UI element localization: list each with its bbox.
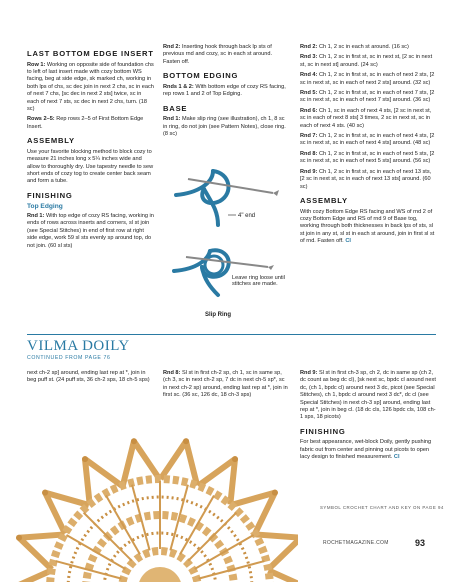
doily-picot bbox=[272, 490, 278, 496]
heading-bottom-edging: BOTTOM EDGING bbox=[163, 71, 239, 81]
paragraph-rnd-2: Rnd 2: Ch 1, 2 sc in each st around. (16 sc) bbox=[300, 44, 409, 50]
paragraph-rnd-5: Rnd 5: Ch 1, 2 sc in first st, sc in each of next 7 sts, [2 sc in next st, sc in each of next 7 sts] around. (36 sc) bbox=[300, 90, 435, 104]
ring-note-container bbox=[232, 275, 288, 305]
heading-doily-finishing: FINISHING bbox=[300, 426, 346, 436]
paragraph-rnd-8: Rnd 8: Ch 1, 2 sc in first st, sc in each of next 5 sts, [2 sc in next st, sc in each of next 5 sts] around. (56 sc) bbox=[300, 150, 435, 165]
slip-ring-caption: Slip Ring bbox=[205, 312, 231, 318]
paragraph-rnd-6: Rnd 6: Ch 1, sc in each of next 4 sts, [2 sc in next st, sc in each of next 8 sts] 3 times, 2 sc in next st, sc in each of next 4 sts. (40 sc) bbox=[300, 107, 432, 129]
paragraph-rnds-1-2: Rnds 1 & 2: With bottom edge of cozy RS facing, rep rows 1 and 2 of Top Edging. bbox=[163, 83, 286, 98]
paragraph-rnd-3: Rnd 3: Ch 1, 2 sc in first st, sc in next st, [2 sc in next st, sc in next st] around. (24 sc) bbox=[300, 54, 433, 68]
doily-picot bbox=[183, 438, 189, 444]
doily-point bbox=[85, 459, 122, 504]
paragraph-rnd-7-end: next ch-2 sp] around, ending last rep at *, join in beg puff st. (24 puff sts, 36 ch-2 sps, 18 ch-5 sps) bbox=[27, 370, 150, 384]
paragraph-base-rnd-1: Rnd 1: Make slip ring (see illustration), ch 1, 8 sc in ring, do not join (see Pattern Notes), close ring. (8 sc) bbox=[163, 116, 286, 138]
doily-picot bbox=[16, 535, 22, 541]
paragraph-base-assembly: With cozy Bottom Edge RS facing and WS of rnd 2 of cozy Bottom Edge and RS of rnd 9 of Base tog, working through both thicknesses in back lps of sts, sl st join in any st, sl st in each st around, join in first sl st of rnd. Fasten off. CI bbox=[300, 208, 435, 245]
paragraph-rnd-2: Rnd 2: Inserting hook through back lp sts of previous rnd and cozy, sc in each st around. Fasten off. bbox=[163, 44, 273, 65]
subheading-top-edging: Top Edging bbox=[27, 203, 63, 211]
heading-finishing: FINISHING bbox=[27, 190, 73, 200]
doily-picot bbox=[232, 456, 238, 462]
leave-ring-loose-label: Leave ring loose until stitches are made. bbox=[232, 275, 285, 288]
column-2 bbox=[163, 44, 290, 141]
paragraph-rnd-8: Rnd 8: Sl st in first ch-2 sp, ch 1, sc in same sp, (ch 3, sc in next ch-2 sp, 7 dc in next ch-5 sp*, sc in next ch-2 sp) around, ending last rep at *, join in first sc. (36 sc, 126 dc, 18 ch-3 sps) bbox=[163, 370, 288, 399]
section-title: VILMA DOILY bbox=[27, 338, 130, 354]
doily-column-2 bbox=[163, 370, 290, 403]
slip-ring-step-2 bbox=[174, 250, 288, 305]
page-number: 93 bbox=[415, 538, 426, 548]
column-1 bbox=[27, 44, 154, 253]
doily-spoke bbox=[106, 495, 140, 554]
doily-picot bbox=[42, 490, 48, 496]
paragraph-rnd-7: Rnd 7: Ch 1, 2 sc in first st, sc in each of next 4 sts, [2 sc in next st, sc in each of next 4 sts] around. (48 sc) bbox=[300, 133, 435, 147]
paragraph-row-1: Row 1: Working on opposite side of foundation chs to left of last insert made with cozy bottom WS facing, beg at side edge, sk marked ch, working in both lps of chs, sc dec join in next 2 chs, sc in each of next 7 chs, [sc dec in next 2 sts] twice, sc in each of next 7 sts, sc dec in next 2 chs, turn. (18 sc) bbox=[27, 61, 154, 113]
paragraph-rnd-1: Rnd 1: With top edge of cozy RS facing, working in ends of rows across inserts and corners, sl st join (see Special Stitches) in end of first row at right side edge, work 59 sl sts evenly sp around top, do not join. (60 sl sts) bbox=[27, 212, 154, 249]
doily-spoke bbox=[84, 513, 132, 561]
paragraph-assembly: Use your favorite blocking method to block cozy to measure 21 inches long x 5¼ inches wide and allow to thoroughly dry. Use tapestry needle to sew short ends of cozy tog to create center back seam and form a tube. bbox=[27, 148, 154, 185]
doily-photo bbox=[0, 404, 298, 582]
doily-picot bbox=[131, 438, 137, 444]
four-inch-end-label: 4" end bbox=[238, 213, 256, 219]
doily-picot bbox=[82, 456, 88, 462]
website-link[interactable]: ROCHETMAGAZINE.COM bbox=[323, 540, 389, 546]
paragraph-rnd-9: Rnd 9: Ch 1, 2 sc in first st, sc in each of next 13 sts, [2 sc in next st, sc in each of next 13 sts] around. (60 sc) bbox=[300, 168, 432, 190]
heading-last-bottom-edge-insert: LAST BOTTOM EDGE INSERT bbox=[27, 49, 154, 58]
doily-point bbox=[10, 570, 52, 582]
continued-note: CONTINUED FROM PAGE 76 bbox=[27, 355, 111, 361]
doily-center bbox=[138, 567, 182, 582]
heading-base: BASE bbox=[163, 103, 188, 113]
paragraph-doily-finishing: For best appearance, wet-block Doily, gently pushing fabric out from center and pinning out picots to open lacy design to finished measurement. CI bbox=[300, 439, 432, 461]
paragraph-rnd-4: Rnd 4: Ch 1, 2 sc in first st, sc in each of next 2 sts, [2 sc in next st, sc in each of next 2 sts] around. (32 sc) bbox=[300, 72, 435, 86]
slip-ring-step-1 bbox=[176, 171, 279, 225]
column-3 bbox=[300, 44, 436, 249]
doily-column-3 bbox=[300, 370, 436, 465]
chart-key-note: SYMBOL CROCHET CHART AND KEY ON PAGE 94 bbox=[320, 505, 444, 510]
heading-base-assembly: ASSEMBLY bbox=[300, 195, 348, 205]
end-mark: CI bbox=[393, 454, 400, 461]
paragraph-rows-2-5: Rows 2–5: Rep rows 2–5 of First Bottom Edge Insert. bbox=[27, 116, 144, 130]
section-divider bbox=[27, 334, 436, 335]
slip-ring-illustration bbox=[168, 163, 288, 308]
doily-column-1 bbox=[27, 370, 154, 388]
heading-assembly: ASSEMBLY bbox=[27, 136, 75, 146]
end-mark: CI bbox=[345, 238, 351, 245]
paragraph-rnd-9: Rnd 9: Sl st in first ch-3 sp, ch 2, dc in same sp (ch 2, dc count as beg dc cl), [sk next sc, bpdc cl around next dc, (ch 1, bpdc cl) around next 3 dc, picot (see Special Stitches), ch 1, bpdc cl around next 3 dc*, dc cl (see Special Stitches) in next ch-3 sp] around, ending last rep at *, join in beg cl. (18 dc cls, 126 bpdc cls, 108 ch-1 sps, 18 picots) bbox=[300, 370, 436, 421]
